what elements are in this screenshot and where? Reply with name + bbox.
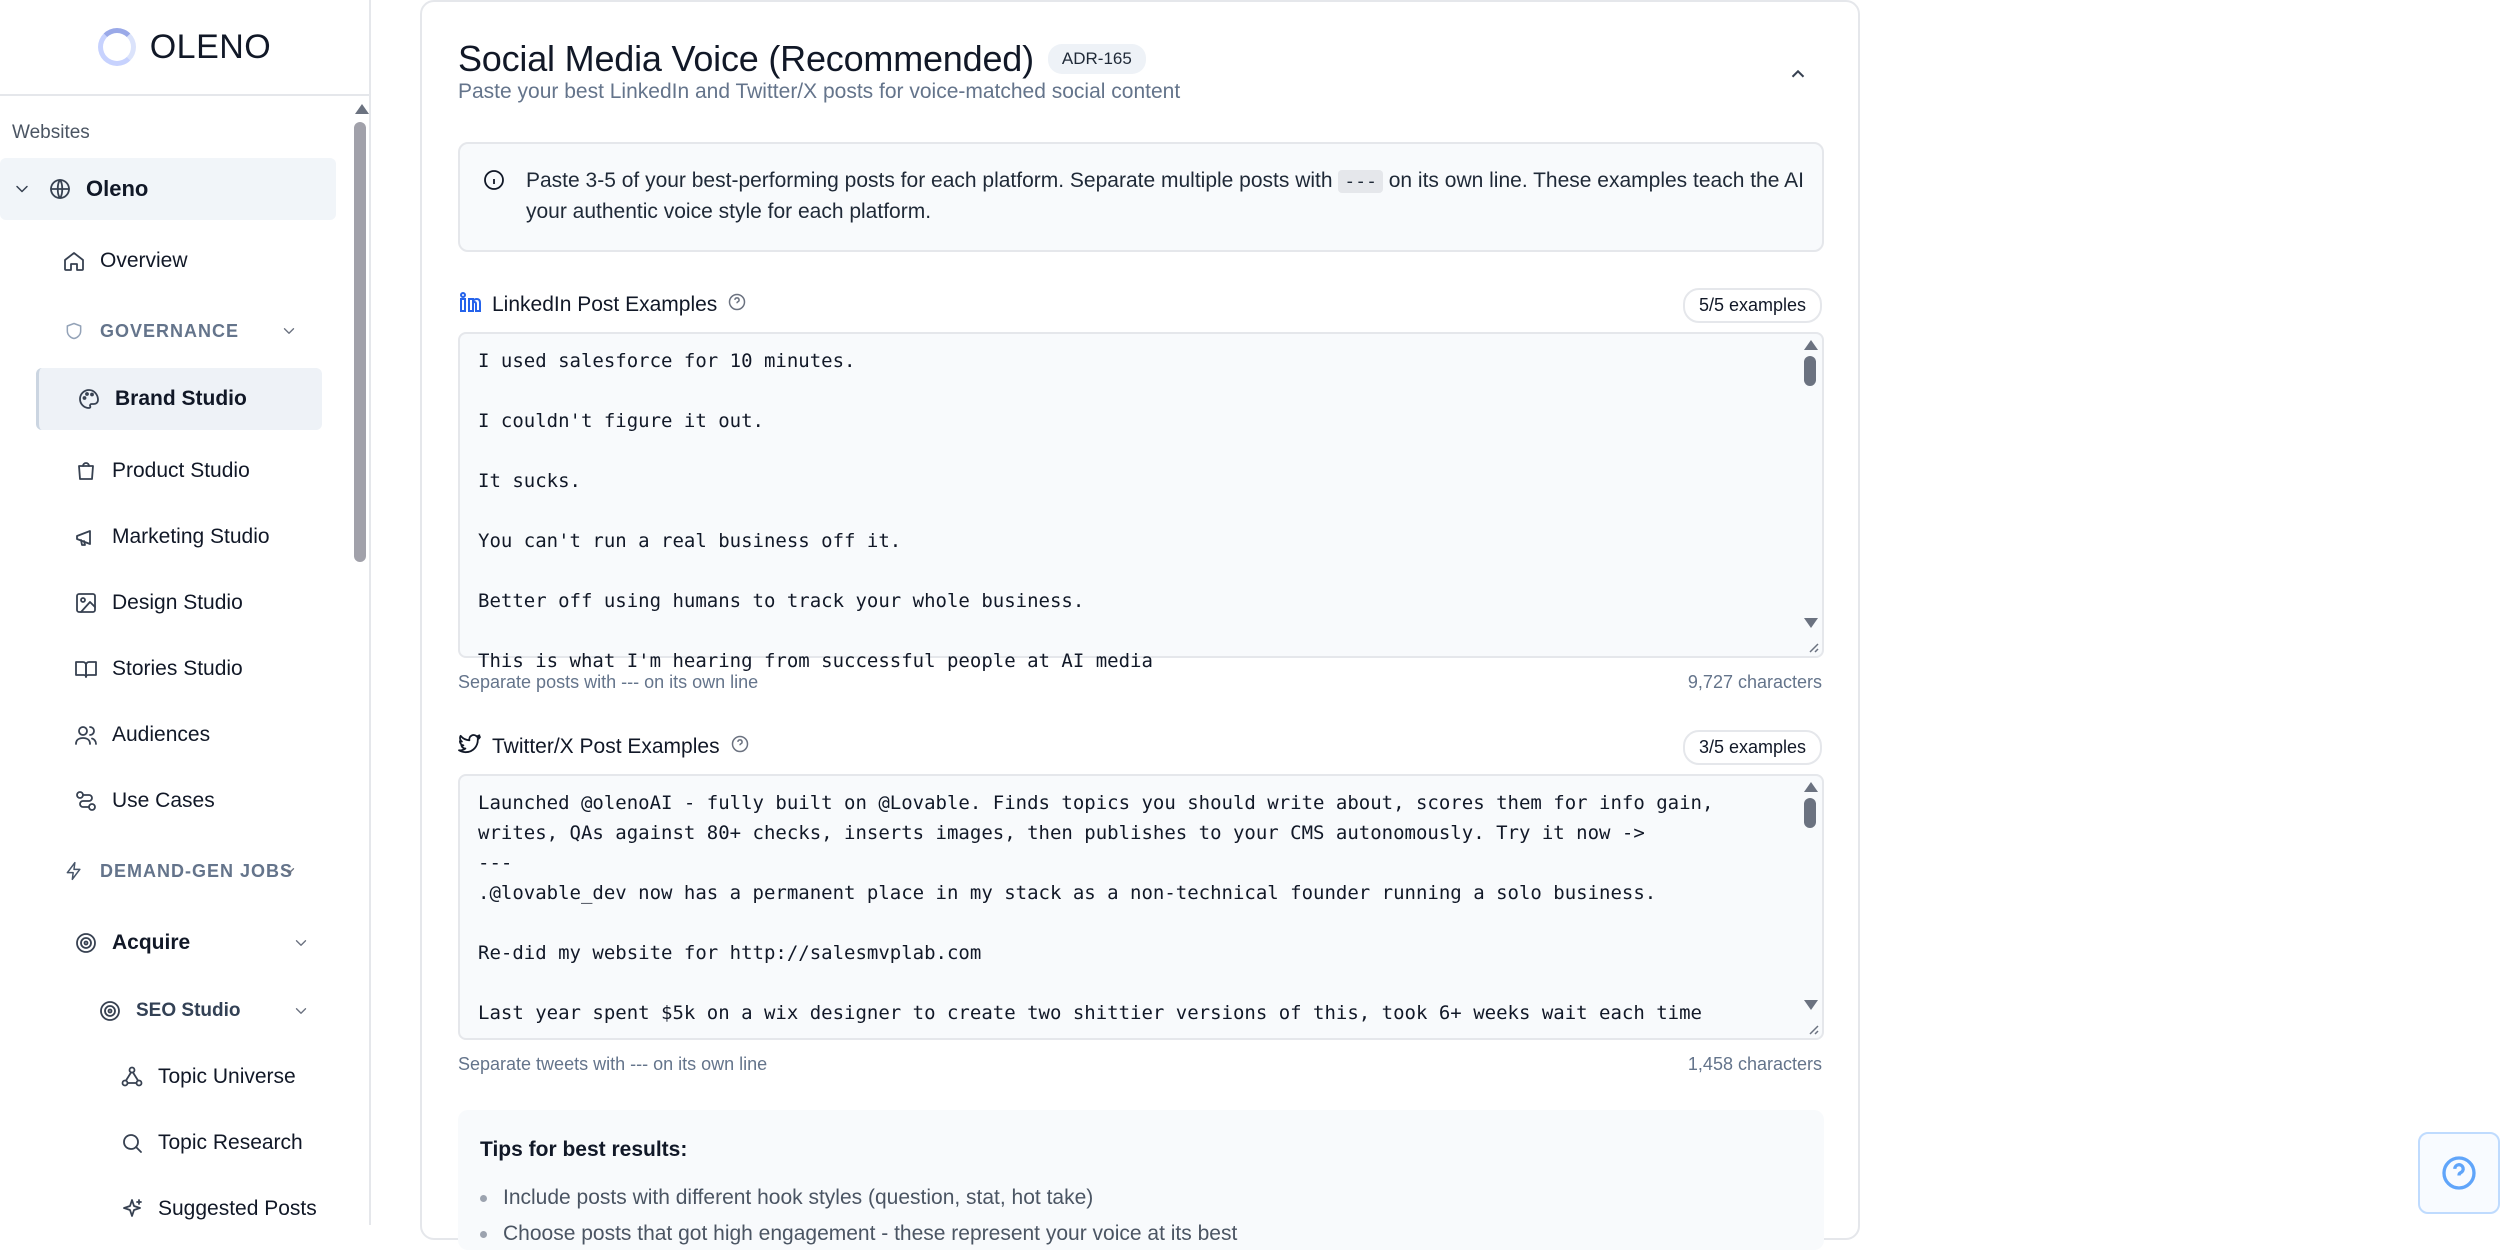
info-icon — [482, 168, 506, 192]
sidebar-item-stories-studio[interactable] — [74, 638, 243, 700]
sidebar-item-label: Topic Universe — [158, 1065, 296, 1088]
sidebar-item-seo-studio[interactable] — [98, 980, 312, 1042]
twitter-char-count: 1,458 characters — [1687, 1054, 1822, 1074]
textarea-scrollbar-thumb[interactable] — [1804, 798, 1816, 828]
brand-name: OLENO — [149, 27, 272, 66]
sidebar-group-demand-gen-jobs[interactable] — [62, 840, 312, 902]
sidebar-item-marketing-studio[interactable] — [74, 506, 270, 568]
sidebar-scrollbar-thumb[interactable] — [354, 122, 366, 562]
textarea-scrollbar-thumb[interactable] — [1804, 356, 1816, 386]
sidebar-item-topic-research[interactable] — [120, 1112, 303, 1174]
help-circle-icon — [2439, 1153, 2479, 1193]
sidebar-site-oleno[interactable] — [0, 158, 336, 220]
sidebar-item-label: Audiences — [112, 723, 211, 746]
sidebar-item-label: Acquire — [112, 931, 191, 954]
shield-icon — [62, 319, 86, 343]
card-title: Social Media Voice (Recommended) — [458, 38, 1034, 79]
resize-handle-icon[interactable] — [1804, 638, 1820, 654]
linkedin-textarea-scrollbar[interactable] — [1800, 336, 1820, 654]
sidebar-item-topic-universe[interactable] — [120, 1046, 296, 1108]
sidebar-group-label: DEMAND-GEN JOBS — [100, 860, 294, 881]
search-icon — [120, 1131, 144, 1155]
chevron-down-icon[interactable] — [292, 1002, 310, 1026]
sidebar-item-acquire[interactable] — [74, 912, 312, 974]
linkedin-char-count: 9,727 characters — [1687, 672, 1822, 692]
info-text-before: Paste 3-5 of your best-performing posts for each platform. Separate multiple posts with — [526, 169, 1339, 192]
sidebar-item-label: Design Studio — [112, 591, 243, 614]
brand-logo[interactable] — [0, 0, 369, 96]
scroll-down-arrow-icon[interactable] — [1804, 618, 1818, 628]
websites-section-label: Websites — [12, 122, 90, 143]
shopping-bag-icon — [74, 459, 98, 483]
resize-handle-icon[interactable] — [1804, 1020, 1820, 1036]
chevron-down-icon[interactable] — [10, 177, 34, 201]
twitter-examples-count: 3/5 examples — [1683, 730, 1822, 765]
adr-badge: ADR-165 — [1048, 44, 1146, 74]
scroll-up-arrow-icon[interactable] — [355, 104, 369, 114]
sidebar — [0, 0, 371, 1225]
linkedin-hint: Separate posts with --- on its own line — [458, 672, 759, 692]
home-icon — [62, 249, 86, 273]
sidebar-item-label: Brand Studio — [115, 387, 247, 410]
linkedin-field-label-row — [458, 290, 747, 320]
target-icon — [74, 931, 98, 955]
sidebar-item-audiences[interactable] — [74, 704, 210, 766]
social-media-voice-card — [420, 0, 1860, 1245]
target-icon — [98, 999, 122, 1023]
globe-icon — [48, 177, 72, 201]
sidebar-item-design-studio[interactable] — [74, 572, 243, 634]
sidebar-item-label: Topic Research — [158, 1131, 303, 1154]
tips-box — [458, 1110, 1824, 1250]
image-icon — [74, 591, 98, 615]
twitter-posts-value[interactable]: Launched @olenoAI - fully built on @Lovable. Finds topics you should write about, scores them for info gain, writes, QAs against 80+ checks, inserts images, then publishes to your CMS autonomously. Try it now -> --- .@lovable_dev now has a permanent place in my stack as a non-technical founder running a solo business. Re-did my website for http://salesmvplab.com Last year spent $5k on a wix designer to create two shittier versions of this, took 6+ weeks wait each time — [478, 792, 1714, 1024]
site-label: Oleno — [86, 176, 149, 201]
sidebar-item-overview[interactable] — [62, 230, 188, 292]
sidebar-item-product-studio[interactable] — [74, 440, 250, 502]
help-circle-icon[interactable] — [730, 734, 750, 760]
sidebar-item-label: Product Studio — [112, 459, 250, 482]
sparkles-icon — [120, 1197, 144, 1221]
sidebar-item-label: Stories Studio — [112, 657, 243, 680]
separator-code: --- — [1338, 170, 1383, 193]
chevron-down-icon[interactable] — [292, 934, 310, 958]
twitter-icon — [458, 732, 482, 762]
card-subtitle: Paste your best LinkedIn and Twitter/X posts for voice-matched social content — [458, 80, 1181, 103]
info-callout — [458, 142, 1824, 252]
sidebar-item-suggested-posts[interactable] — [120, 1178, 317, 1240]
sidebar-item-label: Overview — [100, 249, 188, 272]
zap-icon — [62, 859, 86, 883]
twitter-field-label: Twitter/X Post Examples — [492, 735, 720, 758]
scroll-up-arrow-icon[interactable] — [1804, 340, 1818, 350]
sidebar-item-label: Marketing Studio — [112, 525, 270, 548]
sidebar-scrollbar[interactable] — [350, 100, 370, 1225]
info-text-after: on its own line. These examples teach the AI your authentic voice style for each platform. — [526, 169, 1804, 223]
linkedin-field-label: LinkedIn Post Examples — [492, 293, 718, 316]
route-icon — [74, 789, 98, 813]
tip-item: Choose posts that got high engagement - these represent your voice at its best — [480, 1216, 1237, 1252]
main-content — [371, 0, 2518, 1245]
collapse-button[interactable] — [1782, 58, 1814, 90]
tips-list — [480, 1180, 1237, 1252]
sidebar-item-brand-studio[interactable] — [36, 368, 322, 430]
twitter-posts-textarea[interactable] — [458, 774, 1824, 1040]
help-button[interactable] — [2418, 1132, 2500, 1214]
palette-icon — [77, 387, 101, 411]
linkedin-icon — [458, 290, 482, 320]
help-circle-icon[interactable] — [727, 292, 747, 318]
sidebar-item-label: SEO Studio — [136, 1000, 241, 1021]
scroll-up-arrow-icon[interactable] — [1804, 782, 1818, 792]
twitter-textarea-scrollbar[interactable] — [1800, 778, 1820, 1036]
info-text — [526, 166, 1806, 227]
chevron-up-icon — [1787, 63, 1809, 85]
sidebar-item-use-cases[interactable] — [74, 770, 215, 832]
book-open-icon — [74, 657, 98, 681]
megaphone-icon — [74, 525, 98, 549]
linkedin-examples-count: 5/5 examples — [1683, 288, 1822, 323]
network-icon — [120, 1065, 144, 1089]
linkedin-posts-value[interactable]: I used salesforce for 10 minutes. I couldn't figure it out. It sucks. You can't run a real business off it. Better off using humans to track your whole business. This is what I'm hearing from successful people at AI media — [478, 350, 1153, 672]
oleno-logo-icon — [98, 28, 136, 66]
sidebar-group-governance[interactable] — [62, 300, 312, 362]
chevron-down-icon[interactable] — [280, 862, 298, 886]
card-header — [458, 38, 1146, 80]
sidebar-nav — [0, 96, 350, 1225]
tips-title: Tips for best results: — [480, 1138, 688, 1161]
sidebar-item-label: Use Cases — [112, 789, 215, 812]
twitter-field-label-row — [458, 732, 750, 762]
sidebar-item-label: Suggested Posts — [158, 1197, 317, 1220]
tip-item: Include posts with different hook styles (question, stat, hot take) — [480, 1180, 1237, 1216]
linkedin-posts-textarea[interactable] — [458, 332, 1824, 672]
users-icon — [74, 723, 98, 747]
chevron-down-icon[interactable] — [280, 322, 298, 346]
sidebar-group-label: GOVERNANCE — [100, 320, 240, 341]
scroll-down-arrow-icon[interactable] — [1804, 1000, 1818, 1010]
twitter-hint: Separate tweets with --- on its own line — [458, 1054, 768, 1074]
